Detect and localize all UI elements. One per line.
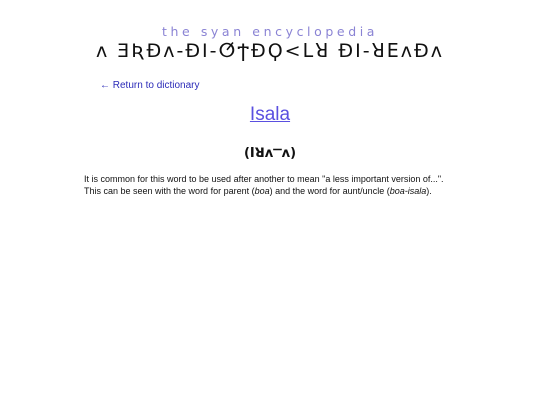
description-text: ). <box>426 186 432 196</box>
example-word-parent: boa <box>254 186 270 196</box>
description-text: ) and the word for aunt/uncle ( <box>269 186 390 196</box>
example-word-aunt-uncle: boa-isala <box>389 186 427 196</box>
page-title <box>0 104 540 126</box>
description-line-1: It is common for this word to be used after another to mean "a less important version of...". <box>84 174 444 184</box>
entry-title-link[interactable]: Isala <box>249 104 291 125</box>
description-text: This can be seen with the word for parent ( <box>84 186 255 196</box>
description-line-2 <box>84 185 484 197</box>
entry-description <box>84 173 484 197</box>
site-subtitle: the syan encyclopedia <box>161 24 379 39</box>
return-to-dictionary-link[interactable]: ← Return to dictionary <box>100 80 200 91</box>
site-title: ʌ ƎƦƉʌ-ƉⅠ-ⵚϮƉϘ<ꓡꓤ ƉⅠ-ꓤꓰʌƉʌ <box>96 40 444 62</box>
entry-script-form: (ⅠꓤʌⲺʌ) <box>243 146 297 161</box>
